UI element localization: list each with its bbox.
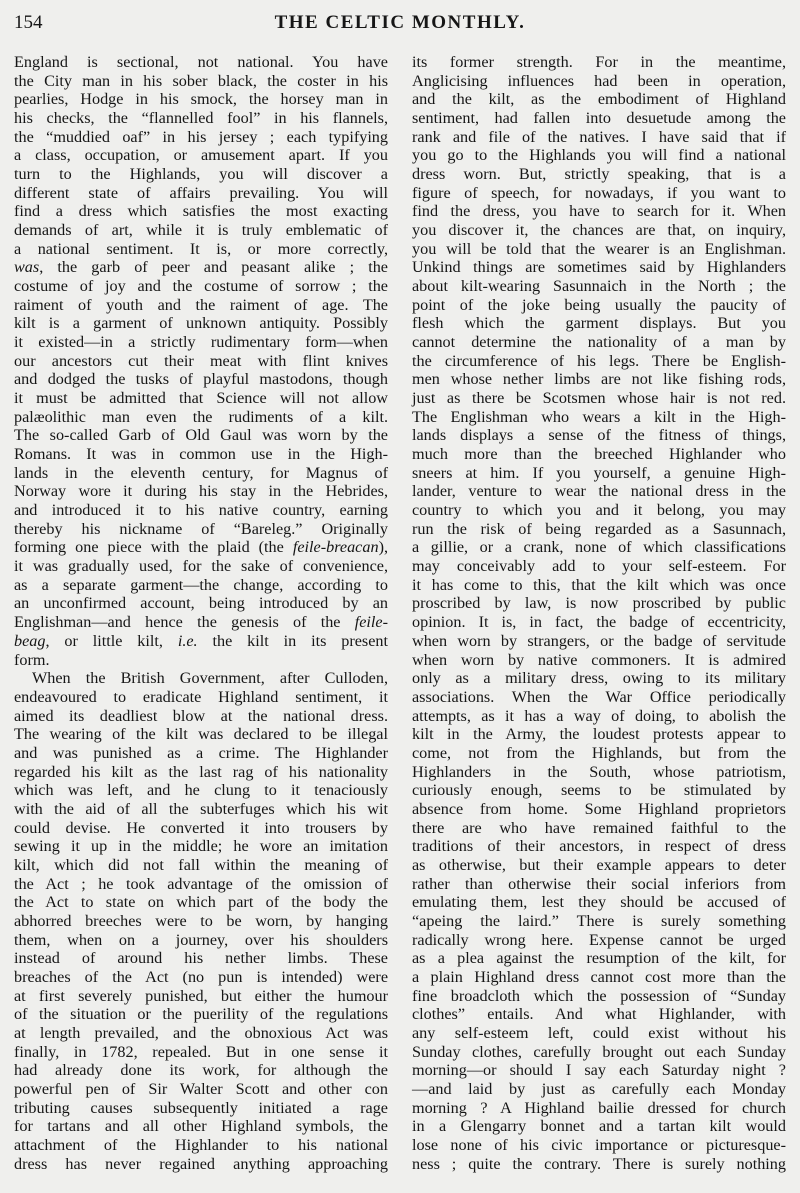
text-line: come, not from the Highlands, but from the: [412, 743, 786, 762]
text-line: attachment of the Highlander to his national: [14, 1135, 388, 1154]
text-line: raiment of youth and the raiment of age. The: [14, 295, 388, 314]
text-segment: ),: [378, 538, 388, 557]
text-line: a gillie, or a crank, none of which classifications: [412, 538, 786, 557]
text-line: when worn by strangers, or the badge of servitude: [412, 631, 786, 650]
text-line: there are who have remained faithful to the: [412, 818, 786, 837]
text-line: powerful pen of Sir Walter Scott and other con: [14, 1079, 388, 1098]
italic-text: feile-: [354, 613, 388, 632]
text-segment: Englishman—and hence the genesis of the: [14, 613, 355, 632]
text-line: abhorred breeches were to be worn, by hanging: [14, 911, 388, 930]
text-segment: forming one piece with the plaid (the: [14, 538, 293, 557]
text-line: find a dress which satisfies the most exacting: [14, 202, 388, 221]
text-line: which was left, and he clung to it tenaciously: [14, 781, 388, 800]
text-line: Sunday clothes, carefully brought out each Sunday: [412, 1042, 786, 1061]
text-line: the “muddied oaf” in his jersey ; each typifying: [14, 127, 388, 146]
text-line: regarded his kilt as the last rag of his nationality: [14, 762, 388, 781]
text-line: the Act ; he took advantage of the omission of: [14, 874, 388, 893]
text-line: when worn by native commoners. It is admired: [412, 650, 786, 669]
text-line: its former strength. For in the meantime,: [412, 53, 786, 71]
text-line: may conceivably add to your self-esteem. For: [412, 557, 786, 576]
text-line: turn to the Highlands, you will discover a: [14, 165, 388, 184]
text-line: as a separate garment—the change, according to: [14, 575, 388, 594]
text-line: morning ? A Highland bailie dressed for church: [412, 1098, 786, 1117]
text-line: lands displays a sense of the fitness of things,: [412, 426, 786, 445]
text-line: The Englishman who wears a kilt in the High-: [412, 407, 786, 426]
text-line: sentiment, had fallen into desuetude among the: [412, 109, 786, 128]
text-line: it was gradually used, for the sake of convenience,: [14, 557, 388, 576]
text-line: cannot determine the nationality of a man by: [412, 333, 786, 352]
text-line: Highlanders in the South, whose patriotism,: [412, 762, 786, 781]
text-line: the circumference of his legs. There be English-: [412, 351, 786, 370]
text-line: his checks, the “flannelled fool” in his flannels,: [14, 109, 388, 128]
right-column: [412, 53, 786, 1173]
text-segment: the kilt in its present: [197, 631, 388, 650]
page-number: 154: [14, 12, 43, 33]
text-line: tributing causes subsequently initiated a rage: [14, 1098, 388, 1117]
text-line: country to which you and it belong, you may: [412, 501, 786, 520]
text-line: and dodged the tusks of playful mastodons, though: [14, 370, 388, 389]
text-line: ness ; quite the contrary. There is surely nothing: [412, 1154, 786, 1173]
text-line: emulating them, lest they should be accused of: [412, 893, 786, 912]
text-line: the Act to state on which part of the body the: [14, 893, 388, 912]
text-line: it existed—in a strictly rudimentary form—when: [14, 333, 388, 352]
text-line: dress worn. But, strictly speaking, that is a: [412, 165, 786, 184]
text-line: at length prevailed, and the obnoxious Act was: [14, 1023, 388, 1042]
text-line: kilt, which did not fall within the meaning of: [14, 855, 388, 874]
text-line: a national sentiment. It is, or more correctly,: [14, 239, 388, 258]
text-line: as otherwise, but their example appears to deter: [412, 855, 786, 874]
text-segment: , the garb of peer and peasant alike ; the: [39, 258, 388, 277]
text-line: and introduced it to his native country, earning: [14, 501, 388, 520]
italic-text: was: [14, 258, 40, 277]
text-line: opinion. It is, in fact, the badge of eccentricity,: [412, 613, 786, 632]
text-line: clothes” entails. And what Highlander, with: [412, 1005, 786, 1024]
text-line: for tartans and all other Highland symbols, the: [14, 1117, 388, 1136]
text-line: attempts, as it has a way of doing, to abolish the: [412, 706, 786, 725]
italic-text: beag: [14, 631, 46, 650]
text-line: point of the joke being usually the paucity of: [412, 295, 786, 314]
text-line: you will be told that the wearer is an Englishman.: [412, 239, 786, 258]
text-line: it must be admitted that Science will not allow: [14, 389, 388, 408]
running-title: THE CELTIC MONTHLY.: [274, 12, 526, 33]
text-line: rank and file of the natives. I have said that if: [412, 127, 786, 146]
left-column: [14, 53, 388, 1173]
text-line: a plain Highland dress cannot cost more than the: [412, 967, 786, 986]
text-line: rather than otherwise their social inferiors from: [412, 874, 786, 893]
text-line: lands in the eleventh century, for Magnus of: [14, 463, 388, 482]
text-line: aimed its deadliest blow at the national dress.: [14, 706, 388, 725]
text-line: dress has never regained anything approaching: [14, 1154, 388, 1173]
text-line: traditions of their ancestors, in respect of dress: [412, 837, 786, 856]
text-line: morning—or should I say each Saturday night ?: [412, 1061, 786, 1080]
text-line: absence from home. Some Highland proprietors: [412, 799, 786, 818]
text-line: much more than the breeched Highlander who: [412, 445, 786, 464]
text-line: finally, in 1782, repealed. But in one sense it: [14, 1042, 388, 1061]
text-line: and was punished as a crime. The Highlander: [14, 743, 388, 762]
text-line: Unkind things are sometimes said by Highlanders: [412, 258, 786, 277]
text-line: [14, 613, 388, 632]
text-line: and the kilt, as the embodiment of Highland: [412, 90, 786, 109]
text-line: it has come to this, that the kilt which was once: [412, 575, 786, 594]
text-line: thereby his nickname of “Bareleg.” Originally: [14, 519, 388, 538]
text-line: endeavoured to eradicate Highland sentiment, it: [14, 687, 388, 706]
text-line: figure of speech, for nowadays, if you want to: [412, 183, 786, 202]
text-line: [14, 538, 388, 557]
text-line: palæolithic man even the rudiments of a kilt.: [14, 407, 388, 426]
text-line: proscribed by law, is now proscribed by public: [412, 594, 786, 613]
text-line: our ancestors cut their meat with flint knives: [14, 351, 388, 370]
text-line: England is sectional, not national. You have: [14, 53, 388, 71]
text-line: Anglicising influences had been in operation,: [412, 71, 786, 90]
text-line: breaches of the Act (no pun is intended) were: [14, 967, 388, 986]
text-line: radically wrong here. Expense cannot be urged: [412, 930, 786, 949]
text-line: kilt is a garment of unknown antiquity. Possibly: [14, 314, 388, 333]
text-line: lander, venture to wear the national dress in the: [412, 482, 786, 501]
text-segment: , or little kilt,: [45, 631, 178, 650]
text-line: the City man in his sober black, the coster in his: [14, 71, 388, 90]
text-line: as a plea against the resumption of the kilt, for: [412, 949, 786, 968]
text-line: costume of joy and the costume of sorrow ; the: [14, 277, 388, 296]
text-line: The wearing of the kilt was declared to be illegal: [14, 725, 388, 744]
text-line: with the aid of all the subterfuges which his wit: [14, 799, 388, 818]
text-line: them, when on a journey, over his shoulders: [14, 930, 388, 949]
text-line: associations. When the War Office periodically: [412, 687, 786, 706]
text-line: in a Glengarry bonnet and a tartan kilt would: [412, 1117, 786, 1136]
text-line: could devise. He converted it into trousers by: [14, 818, 388, 837]
text-line: sneers at him. If you yourself, a genuine High-: [412, 463, 786, 482]
text-line: run the risk of being regarded as a Sasunnach,: [412, 519, 786, 538]
text-line: sewing it up in the middle; he wore an imitation: [14, 837, 388, 856]
text-line: instead of around his nether limbs. These: [14, 949, 388, 968]
text-line: any self-esteem left, could exist without his: [412, 1023, 786, 1042]
italic-text: i.e.: [177, 631, 198, 650]
text-line: [14, 258, 388, 277]
text-line: had already done its work, for although the: [14, 1061, 388, 1080]
italic-text: feile-breacan: [292, 538, 379, 557]
text-line: find the dress, you have to search for it. When: [412, 202, 786, 221]
text-line: you go to the Highlands you will find a national: [412, 146, 786, 165]
text-line: “apeing the laird.” There is surely something: [412, 911, 786, 930]
text-line: kilt in the Army, the loudest protests appear to: [412, 725, 786, 744]
text-line: of the situation or the puerility of the regulations: [14, 1005, 388, 1024]
text-line: at first severely punished, but either the humour: [14, 986, 388, 1005]
text-line: curiously enough, seems to be stimulated by: [412, 781, 786, 800]
text-line: pearlies, Hodge in his smock, the horsey man in: [14, 90, 388, 109]
text-line: lose none of his civic importance or picturesque-: [412, 1135, 786, 1154]
text-line: fine broadcloth which the possession of “Sunday: [412, 986, 786, 1005]
text-line: When the British Government, after Culloden,: [32, 669, 388, 688]
text-line: flesh which the garment displays. But you: [412, 314, 786, 333]
text-line: [14, 632, 388, 651]
text-line: you discover it, the chances are that, on inquiry,: [412, 221, 786, 240]
text-line: demands of art, while it is truly emblematic of: [14, 221, 388, 240]
text-line: a class, occupation, or amusement apart. If you: [14, 146, 388, 165]
text-line: just as there be Scotsmen whose hair is not red.: [412, 389, 786, 408]
text-line: about kilt-wearing Sasunnaich in the North ; the: [412, 277, 786, 296]
text-line: —and laid by just as carefully each Monday: [412, 1079, 786, 1098]
text-line: The so-called Garb of Old Gaul was worn by the: [14, 426, 388, 445]
text-line: an unconfirmed account, being introduced by an: [14, 594, 388, 613]
text-line: only as a military dress, owing to its military: [412, 669, 786, 688]
text-line: Norway wore it during his stay in the Hebrides,: [14, 482, 388, 501]
text-line: form.: [14, 650, 50, 669]
text-line: Romans. It was in common use in the High-: [14, 445, 388, 464]
text-line: men whose nether limbs are not like fishing rods,: [412, 370, 786, 389]
text-line: different state of affairs prevailing. You will: [14, 183, 388, 202]
